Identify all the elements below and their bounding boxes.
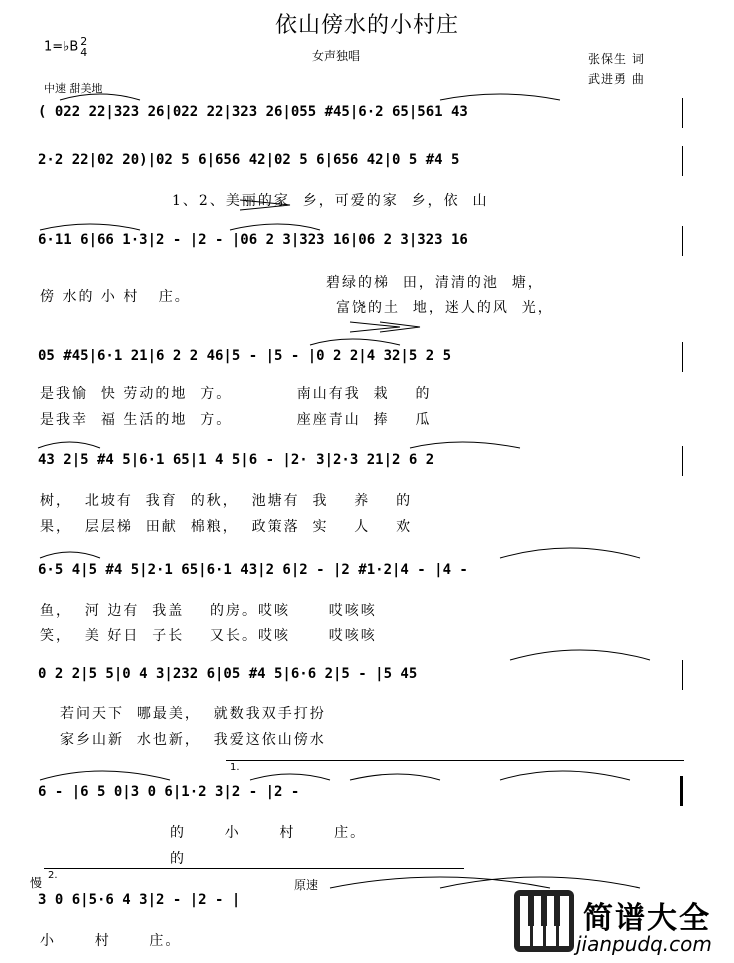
volta-one-mark: 1. [230, 762, 240, 773]
lyricist-credit: 张保生 词 [588, 52, 645, 66]
lyrics-verse-2-line-6: 笑， 美 好日 子长 又长。哎咳 哎咳咳 [40, 628, 377, 644]
lyrics-verse-1-line-4: 是我愉 快 劳动的地 方。 南山有我 栽 的 [40, 386, 432, 402]
lyrics-verse-2-line-7: 家乡山新 水也新， 我爱这依山傍水 [60, 732, 326, 748]
notes-line-3: 6·11 6|66 1·3|2 - |2 - |06 2 3|323 16|06 2 3|323 16 [38, 232, 468, 248]
volta-two-mark: 2. [48, 870, 58, 881]
watermark-name: 简谱大全 [583, 901, 711, 936]
notes-line-9: 3 0 6|5·6 4 3|2 - |2 - | [38, 892, 241, 908]
notes-line-6: 6·5 4|5 #4 5|2·1 65|6·1 43|2 6|2 - |2 #1·2|4 - |4 - [38, 562, 468, 578]
notes-line-8: 6 - |6 5 0|3 0 6|1·2 3|2 - |2 - [38, 784, 300, 800]
lyrics-line-8: 的 小 村 庄。 [170, 825, 367, 841]
lyrics-verse-1-line-5: 树， 北坡有 我育 的秋， 池塘有 我 养 的 [40, 493, 413, 509]
lyrics-verse-2-line-3: 富饶的土 地，迷人的风 光， [336, 300, 554, 316]
key-signature: 1=♭B 2 4 [44, 35, 88, 59]
lyrics-verse-1-line-7: 若问天下 哪最美， 就数我双手打扮 [60, 706, 326, 722]
notes-line-4: 05 #45|6·1 21|6 2 2 46|5 - |5 - |0 2 2|4 32|5 2 5 [38, 348, 452, 364]
tempo-marking: 中速 甜美地 [44, 82, 103, 95]
lyrics-line-3: 傍 水的 小 村 庄。 [40, 289, 191, 305]
notes-line-2: 2·2 22|02 20)|02 5 6|656 42|02 5 6|656 42|0 5 #4 5 [38, 152, 460, 168]
lyrics-verse-1-line-3: 碧绿的梯 田，清清的池 塘， [326, 275, 544, 291]
slow-marking: 慢 [30, 876, 43, 890]
notes-line-5: 43 2|5 #4 5|6·1 65|1 4 5|6 - |2· 3|2·3 21|2 6 2 [38, 452, 435, 468]
lyrics-line-9: 小 村 庄。 [40, 933, 182, 949]
lyrics-line-8b: 的 [170, 851, 186, 867]
original-tempo-marking: 原速 [294, 878, 319, 892]
lyrics-verse-2-line-4: 是我幸 福 生活的地 方。 座座青山 捧 瓜 [40, 412, 432, 428]
lyrics-line-2: 1、2、美丽的家 乡，可爱的家 乡，依 山 [172, 193, 489, 209]
song-title: 依山傍水的小村庄 [274, 13, 459, 38]
watermark-url: jianpudq.com [576, 932, 712, 956]
lyrics-verse-1-line-6: 鱼， 河 边有 我盖 的房。哎咳 哎咳咳 [40, 603, 377, 619]
notes-line-7: 0 2 2|5 5|0 4 3|232 6|05 #4 5|6·6 2|5 - |5 45 [38, 666, 418, 682]
composer-credit: 武进勇 曲 [588, 72, 645, 86]
time-signature: 2 4 [80, 35, 88, 59]
notes-line-1: ( 022 22|323 26|022 22|323 26|055 #45|6·2 65|561 43 [38, 104, 468, 120]
lyrics-verse-2-line-5: 果， 层层梯 田献 棉粮， 政策落 实 人 欢 [40, 519, 413, 535]
song-subtitle: 女声独唱 [312, 49, 361, 63]
